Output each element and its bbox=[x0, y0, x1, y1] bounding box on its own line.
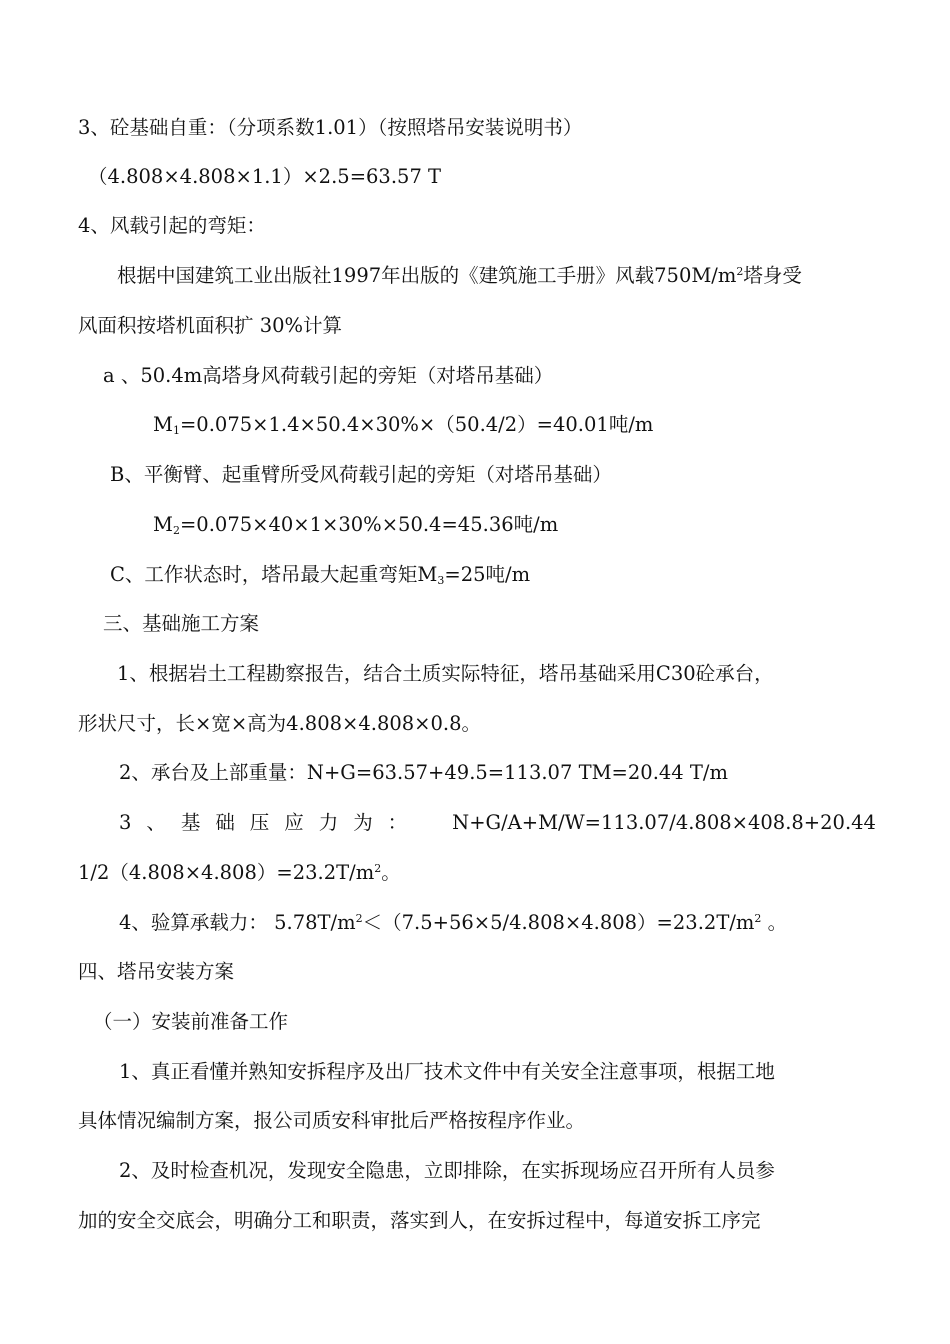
line-concrete-self-weight: 3、砼基础自重：（分项系数1.01）（按照塔吊安装说明书） bbox=[78, 116, 583, 139]
line-item-a: a 、50.4m高塔身风荷载引起的旁矩（对塔吊基础） bbox=[103, 364, 554, 387]
line-wind-area: 风面积按塔机面积扩 30%计算 bbox=[78, 314, 343, 337]
line-prep-2-cont: 加的安全交底会，明确分工和职责，落实到人，在安拆过程中，每道安拆工序完 bbox=[78, 1209, 761, 1232]
line-item-b: B、平衡臂、起重臂所受风荷载引起的旁矩（对塔吊基础） bbox=[110, 463, 612, 486]
line-prep-1: 1、真正看懂并熟知安拆程序及出厂技术文件中有关安全注意事项，根据工地 bbox=[119, 1060, 775, 1083]
line-wind-moment-heading: 4、风载引起的弯矩： bbox=[78, 214, 266, 237]
line-prep-1-cont: 具体情况编制方案，报公司质安科审批后严格按程序作业。 bbox=[78, 1109, 586, 1132]
line-foundation-4: 4、验算承载力： $5.78T/m^2<(7.5+56\times 5/4.808\times 4.808)=23.2T/m^2$ 。 bbox=[119, 911, 788, 934]
line-prep-2: 2、及时检查机况，发现安全隐患，立即排除，在实拆现场应召开所有人员参 bbox=[119, 1159, 775, 1182]
line-m1-formula: $M_1=0.075\times 1.4\times 50.4\times 30\%\times(50.4/2)=40.01$吨/m bbox=[153, 413, 654, 437]
line-m2-formula: $M_2=0.075\times 40\times 1\times 30\%\times 50.4=45.36$吨/m bbox=[153, 513, 559, 537]
line-wind-load-basis: 根据中国建筑工业出版社1997年出版的《建筑施工手册》风载$750M/m^2$塔身受 bbox=[117, 264, 802, 287]
subsection-heading-preparation: （一）安装前准备工作 bbox=[93, 1010, 289, 1033]
line-foundation-1: 1、根据岩土工程勘察报告，结合土质实际特征，塔吊基础采用C30砼承台， bbox=[117, 662, 774, 685]
line-concrete-formula: （4.808×4.808×1.1）×2.5=63.57 T bbox=[88, 165, 442, 188]
section-heading-installation: 四、塔吊安装方案 bbox=[78, 960, 235, 983]
line-foundation-3-cont: $1/2(4.808\times 4.808)=23.2T/m^2$。 bbox=[78, 861, 401, 884]
line-foundation-1-cont: 形状尺寸，长×宽×高为4.808×4.808×0.8。 bbox=[78, 712, 482, 735]
line-item-c: C、工作状态时，塔吊最大起重弯矩$M_3=25$吨/m bbox=[110, 563, 531, 587]
line-foundation-2: 2、承台及上部重量：N+G=63.57+49.5=113.07 TM=20.44 T/m bbox=[119, 761, 728, 784]
section-heading-foundation: 三、基础施工方案 bbox=[103, 612, 260, 635]
line-foundation-3: 3 、 基 础 压 应 力 为 ： N+G/A+M/W=113.07/4.808×408.8+20.44 bbox=[119, 811, 876, 834]
